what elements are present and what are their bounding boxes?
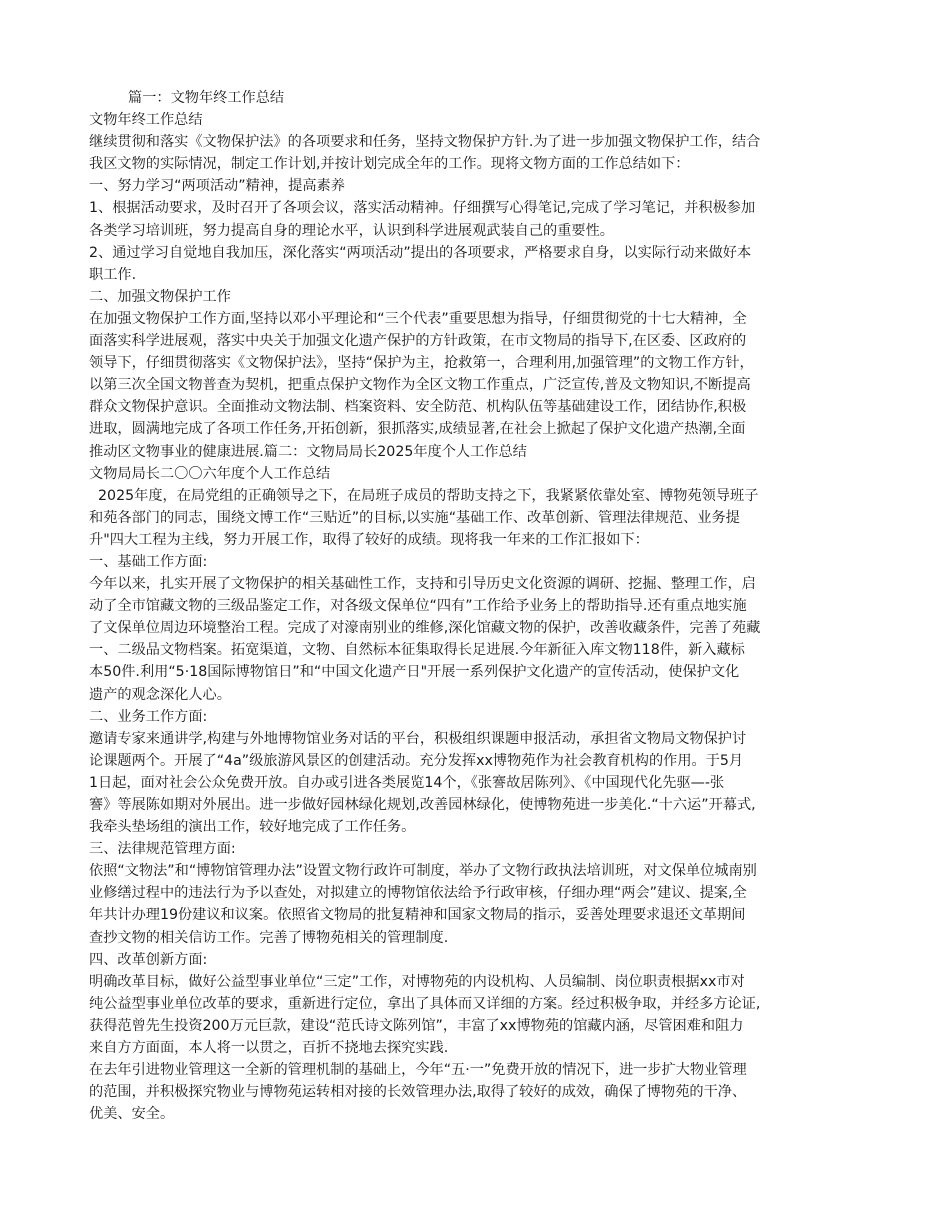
text-line: 在去年引进物业管理这一全新的管理机制的基础上，今年“五·一”免费开放的情况下，进一步扩大物业管理 [89,1062,747,1079]
text-line: 了文保单位周边环境整治工程。完成了对濠南别业的维修,深化馆藏文物的保护，改善收藏条件，完善了苑藏 [89,620,761,637]
text-line: 文物局局长二〇〇六年度个人工作总结 [89,465,331,482]
text-line: 我区文物的实际情况，制定工作计划,并按计划完成全年的工作。现将文物方面的工作总结如下： [89,156,690,173]
text-line: 来自方方面面，本人将一以贯之，百折不挠地去探究实践. [89,1040,449,1057]
text-line: 一、努力学习“两项活动”精神，提高素养 [89,178,345,195]
text-line: 获得范曾先生投资200万元巨款，建设“范氏诗文陈列馆”，丰富了xx博物苑的馆藏内涵，尽管困难和阻力 [89,1017,744,1034]
text-line: 继续贯彻和落实《文物保护法》的各项要求和任务，坚持文物保护方针.为了进一步加强文物保护工作，结合 [89,134,761,151]
text-line: 二、业务工作方面: [89,708,208,725]
text-line: 各类学习培训班，努力提高自身的理论水平，认识到科学进展观武装自己的重要性。 [89,222,614,239]
text-line: 一、二级品文物档案。拓宽渠道，文物、自然标本征集取得长足进展.今年新征入库文物118件，新入藏标 [89,642,745,659]
text-line: 年共计办理19份建议和议案。依照省文物局的批复精神和国家文物局的指示，妥善处理要求退还文革期间 [89,907,746,924]
text-line: 面落实科学进展观，落实中央关于加强文化遗产保护的方针政策，在市文物局的指导下,在区委、区政府的 [89,333,747,350]
text-line: 1、根据活动要求，及时召开了各项会议，落实活动精神。仔细撰写心得笔记,完成了学习笔记，并积极参加 [89,200,756,217]
text-line: 职工作. [89,266,137,283]
text-line: 进取，圆满地完成了各项工作任务,开拓创新，狠抓落实,成绩显著,在社会上掀起了保护文化遗产热潮,全面 [89,421,746,438]
text-line: 四、改革创新方面: [89,951,208,968]
text-line: 謇》等展陈如期对外展出。进一步做好园林绿化规划,改善园林绿化，使博物苑进一步美化.“十六运”开幕式, [89,797,756,813]
text-line: 业修缮过程中的违法行为予以查处，对拟建立的博物馆依法给予行政审核，仔细办理“两会”建议、提案,全 [89,885,747,902]
text-line: 论课题两个。开展了“4a”级旅游风景区的创建活动。充分发挥xx博物苑作为社会教育机构的作用。于5月 [89,752,744,769]
text-line: 推动区文物事业的健康进展.篇二：文物局局长2025年度个人工作总结 [89,443,527,460]
text-line: 依照“文物法”和“博物馆管理办法”设置文物行政许可制度，举办了文物行政执法培训班，对文保单位城南别 [89,863,757,880]
text-line: 的范围，并积极探究物业与博物苑运转相对接的长效管理办法,取得了较好的成效，确保了博物苑的干净、 [89,1084,747,1101]
text-line: 文物年终工作总结 [89,112,203,129]
text-line: 明确改革目标，做好公益型事业单位“三定”工作，对博物苑的内设机构、人员编制、岗位职责根据xx市对 [89,973,745,990]
text-line: 二、加强文物保护工作 [89,288,231,305]
text-line: 群众文物保护意识。全面推动文物法制、档案资料、安全防范、机构队伍等基础建设工作，团结协作,积极 [89,399,747,416]
text-line: 我牵头垫场组的演出工作，较好地完成了工作任务。 [89,819,416,836]
text-line: 查抄文物的相关信访工作。完善了博物苑相关的管理制度. [89,929,449,946]
text-line: 升"四大工程为主线，努力开展工作，取得了较好的成绩。现将我一年来的工作汇报如下： [89,531,649,548]
text-line: 三、法律规范管理方面: [89,841,236,858]
text-line: 以第三次全国文物普查为契机，把重点保护文物作为全区文物工作重点，广泛宣传,普及文物知识,不断提高 [89,377,751,394]
text-line: 在加强文物保护工作方面,坚持以邓小平理论和“三个代表”重要思想为指导，仔细贯彻党的十七大精神，全 [89,310,747,327]
document-body [89,87,864,1125]
text-line: 领导下，仔细贯彻落实《文物保护法》，坚持“保护为主，抢救第一，合理利用,加强管理”的文物工作方针， [89,355,754,372]
text-line: 遗产的观念深化人心。 [89,686,231,703]
text-line: 优美、安全。 [89,1106,175,1123]
document-title: 篇一：文物年终工作总结 [128,90,285,106]
text-line: 纯公益型事业单位改革的要求，重新进行定位，拿出了具体而又详细的方案。经过积极争取，并经多方论证, [89,995,761,1012]
text-line: 和苑各部门的同志，围绕文博工作“三贴近”的目标,以实施“基础工作、改革创新、管理法律规范、业务提 [89,509,740,526]
text-line: 邀请专家来通讲学,构建与外地博物馆业务对话的平台，积极组织课题申报活动，承担省文物局文物保护讨 [89,730,747,747]
text-line: 动了全市馆藏文物的三级品鉴定工作，对各级文保单位“四有”工作给予业务上的帮助指导.还有重点地实施 [89,598,747,615]
text-line: 1日起，面对社会公众免费开放。自办或引进各类展览14个，《张謇故居陈列》、《中国现代化先驱—-张 [89,774,725,791]
text-line: 今年以来，扎实开展了文物保护的相关基础性工作，支持和引导历史文化资源的调研、挖掘、整理工作，启 [89,576,756,593]
text-line: 本50件.利用“5·18国际博物馆日”和“中国文化遗产日"开展一系列保护文化遗产的宣传活动，使保护文化 [89,664,740,681]
text-line: 一、基础工作方面: [89,553,208,570]
text-line: 2025年度，在局党组的正确领导之下，在局班子成员的帮助支持之下，我紧紧依靠处室、博物苑领导班子 [89,487,759,504]
text-line: 2、通过学习自觉地自我加压，深化落实“两项活动”提出的各项要求，严格要求自身，以实际行动来做好本 [89,244,752,261]
